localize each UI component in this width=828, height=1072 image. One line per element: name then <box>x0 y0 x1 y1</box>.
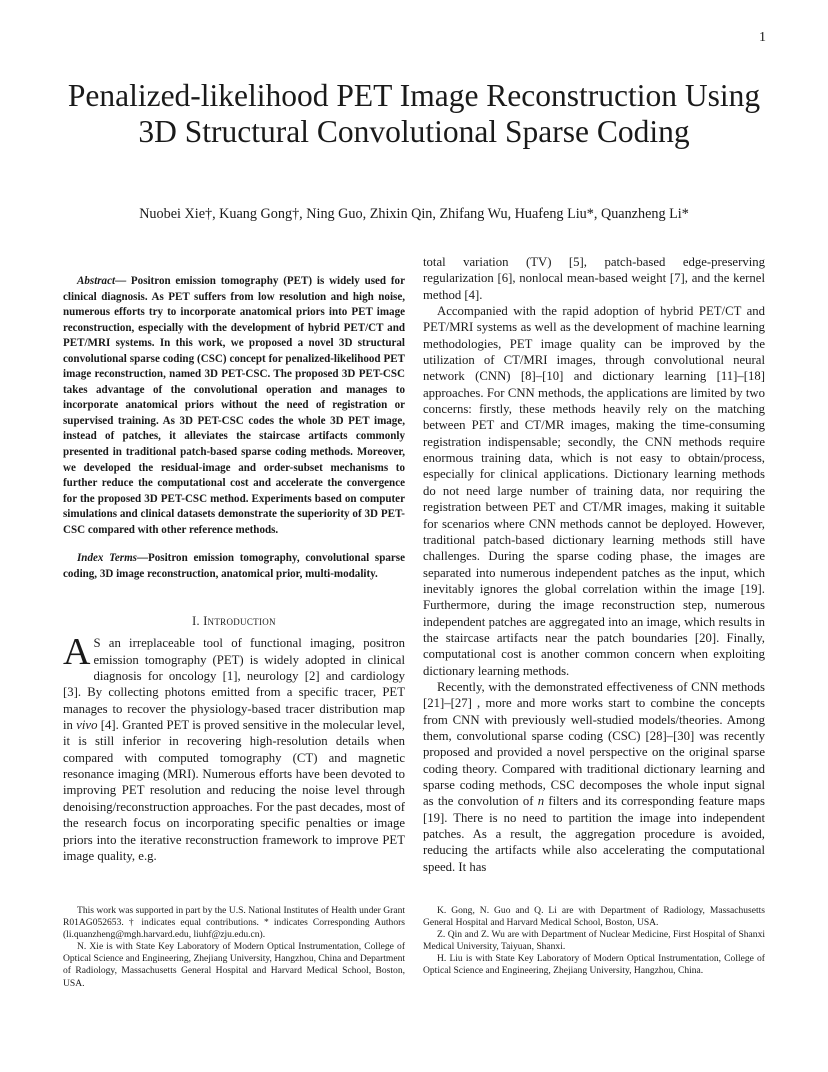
index-terms-lead: Index Terms <box>77 552 137 565</box>
abstract-text: Positron emission tomography (PET) is widely used for clinical diagnosis. As PET suffers from low resolution and high noise, numerous efforts try to incorporate anatomical priors into PET image reconstruction, especially with the development of hybrid PET/CT and PET/MRI systems. In this work, we proposed a novel 3D structural convolutional sparse coding (CSC) concept for penalized-likelihood PET image reconstruction, named 3D PET-CSC. The proposed 3D PET-CSC takes advantage of the convolutional operation and manages to incorporate anatomical priors without the need of registration or supervised training. As 3D PET-CSC codes the whole 3D PET image, instead of patches, it alleviates the staircase artifacts commonly presented in traditional patch-based sparse coding methods. Moreover, we developed the residual-image and order-subset mechanisms to further reduce the computational cost and accelerate the convergence for the proposed 3D PET-CSC method. Experiments based on computer simulations and clinical datasets demonstrate the superiority of 3D PET-CSC compared with other reference methods. <box>63 275 405 536</box>
intro-paragraph-1 <box>63 631 405 864</box>
section-number: I. <box>192 614 204 629</box>
intro-p1-part-a: S an irreplaceable tool of functional imaging, positron emission tomography (PET) is widely adopted in clinical diagnosis for oncology [1], neurology [2] and cardiology [3]. By collecting photons emitted from a specific tracer, PET manages to recover the physiology-based tracer distribution map in <box>63 636 405 733</box>
intro-p1-part-b: [4]. Granted PET is proved sensitive in the molecular level, it is still inferior in recovering high-resolution details when compared with computed tomography (CT) and magnetic resonance imaging (MRI). Numerous efforts have been devoted to improving PET resolution and reducing the noise level through denoising/reconstruction approaches. For the past decades, most of the research focus on incorporating specific penalties or image priors into the iterative reconstruction framework to improve PET image quality, e.g. <box>63 718 405 863</box>
author-list: Nuobei Xie†, Kuang Gong†, Ning Guo, Zhixin Qin, Zhifang Wu, Huafeng Liu*, Quanzheng Li* <box>139 206 689 222</box>
footnote-affiliation-xie: N. Xie is with State Key Laboratory of Modern Optical Instrumentation, College of Optical Science and Engineering, Zhejiang University, Hangzhou, China and Department of Radiology, Massachusetts General Hospital and Harvard Medical School, Boston, USA. <box>63 941 405 989</box>
intro-paragraph-2: Accompanied with the rapid adoption of hybrid PET/CT and PET/MRI systems as well as the development of machine learning methodologies, PET image quality can be improved by the utilization of CT/MRI images, through convolutional neural network (CNN) [8]–[10] and dictionary learning [11]–[18] approaches. For CNN methods, the applications are limited by two concerns: firstly, these methods heavily rely on the matching between PET and CT/MR images, making the time-consuming registration indispensable; secondly, the CNN methods require enormous training data, which is not easy to obtain/process, especially for clinical applications. Dictionary learning methods do not need large number of training data, nor requiring the registration between PET and CT/MR images, making it suitable for scenarios where CNN methods cannot be deployed. However, traditional patch-based dictionary learning methods still have challenges. During the sparse coding phase, the images are separated into numerous independent patches as the input, which inevitably ignores the global correlation within the image [19]. Furthermore, during the image reconstruction step, numerous independent patches are aggregated into an image, which results in the staircase artifacts near the patch boundaries [20]. Finally, computational cost is another common concern when exploiting dictionary learning methods. <box>423 304 765 678</box>
section-heading <box>63 614 405 629</box>
footnote-funding: This work was supported in part by the U.S. National Institutes of Health under Grant R01AG052653. † indicates equal contributions. * indicates Corresponding Authors (li.quanzheng@mgh.harvard.edu, liuhf@zju.edu.cn). <box>63 905 405 941</box>
intro-p1-italic: vivo <box>76 718 98 733</box>
drop-cap: A <box>63 631 91 674</box>
abstract-lead: Abstract <box>77 275 116 287</box>
index-terms-text: —Positron emission tomography, convolutional sparse coding, 3D image reconstruction, anatomical prior, multi-modality. <box>63 552 406 580</box>
intro-p3-italic: n <box>537 794 545 809</box>
footnote-affiliation-gong: K. Gong, N. Guo and Q. Li are with Department of Radiology, Massachusetts General Hospital and Harvard Medical School, Boston, USA. <box>423 905 765 929</box>
abstract <box>63 274 405 538</box>
footnotes-right <box>423 905 765 978</box>
footnote-affiliation-qin: Z. Qin and Z. Wu are with Department of Nuclear Medicine, First Hospital of Shanxi Medical University, Taiyuan, Shanxi. <box>423 929 765 953</box>
abstract-dash: — <box>115 275 131 287</box>
footnote-affiliation-liu: H. Liu is with State Key Laboratory of Modern Optical Instrumentation, College of Optical Science and Engineering, Zhejiang University, Hangzhou, China. <box>423 953 765 977</box>
intro-p3-part-a: Recently, with the demonstrated effectiveness of CNN methods [21]–[27] , more and more works start to combine the concepts from CNN with previously well-studied models/theories. Among them, convolutional sparse coding (CSC) [28]–[30] was recently proposed and provided a novel perspective on the original sparse coding theory. Compared with traditional dictionary learning and sparse coding methods, CSC decomposes the whole input signal as the convolution of <box>423 679 765 809</box>
intro-paragraph-1-continued: total variation (TV) [5], patch-based edge-preserving regularization [6], nonlocal mean-based weight [7], and the kernel method [4]. <box>423 255 765 302</box>
intro-p3-part-b: filters and its corresponding feature maps [19]. There is no need to partition the image into independent patches. As a result, the aggregation procedure is avoided, reducing the artifacts while also accelerating the computational speed. It has <box>423 794 765 874</box>
section-title: Introduction <box>203 614 276 629</box>
footnotes-left <box>63 905 405 990</box>
left-column <box>63 254 405 864</box>
right-column <box>423 254 765 875</box>
page-number: 1 <box>759 30 766 45</box>
paper-title: Penalized-likelihood PET Image Reconstruction Using 3D Structural Convolutional Sparse Coding <box>67 78 761 149</box>
intro-paragraph-3 <box>423 679 765 875</box>
index-terms <box>63 551 405 582</box>
